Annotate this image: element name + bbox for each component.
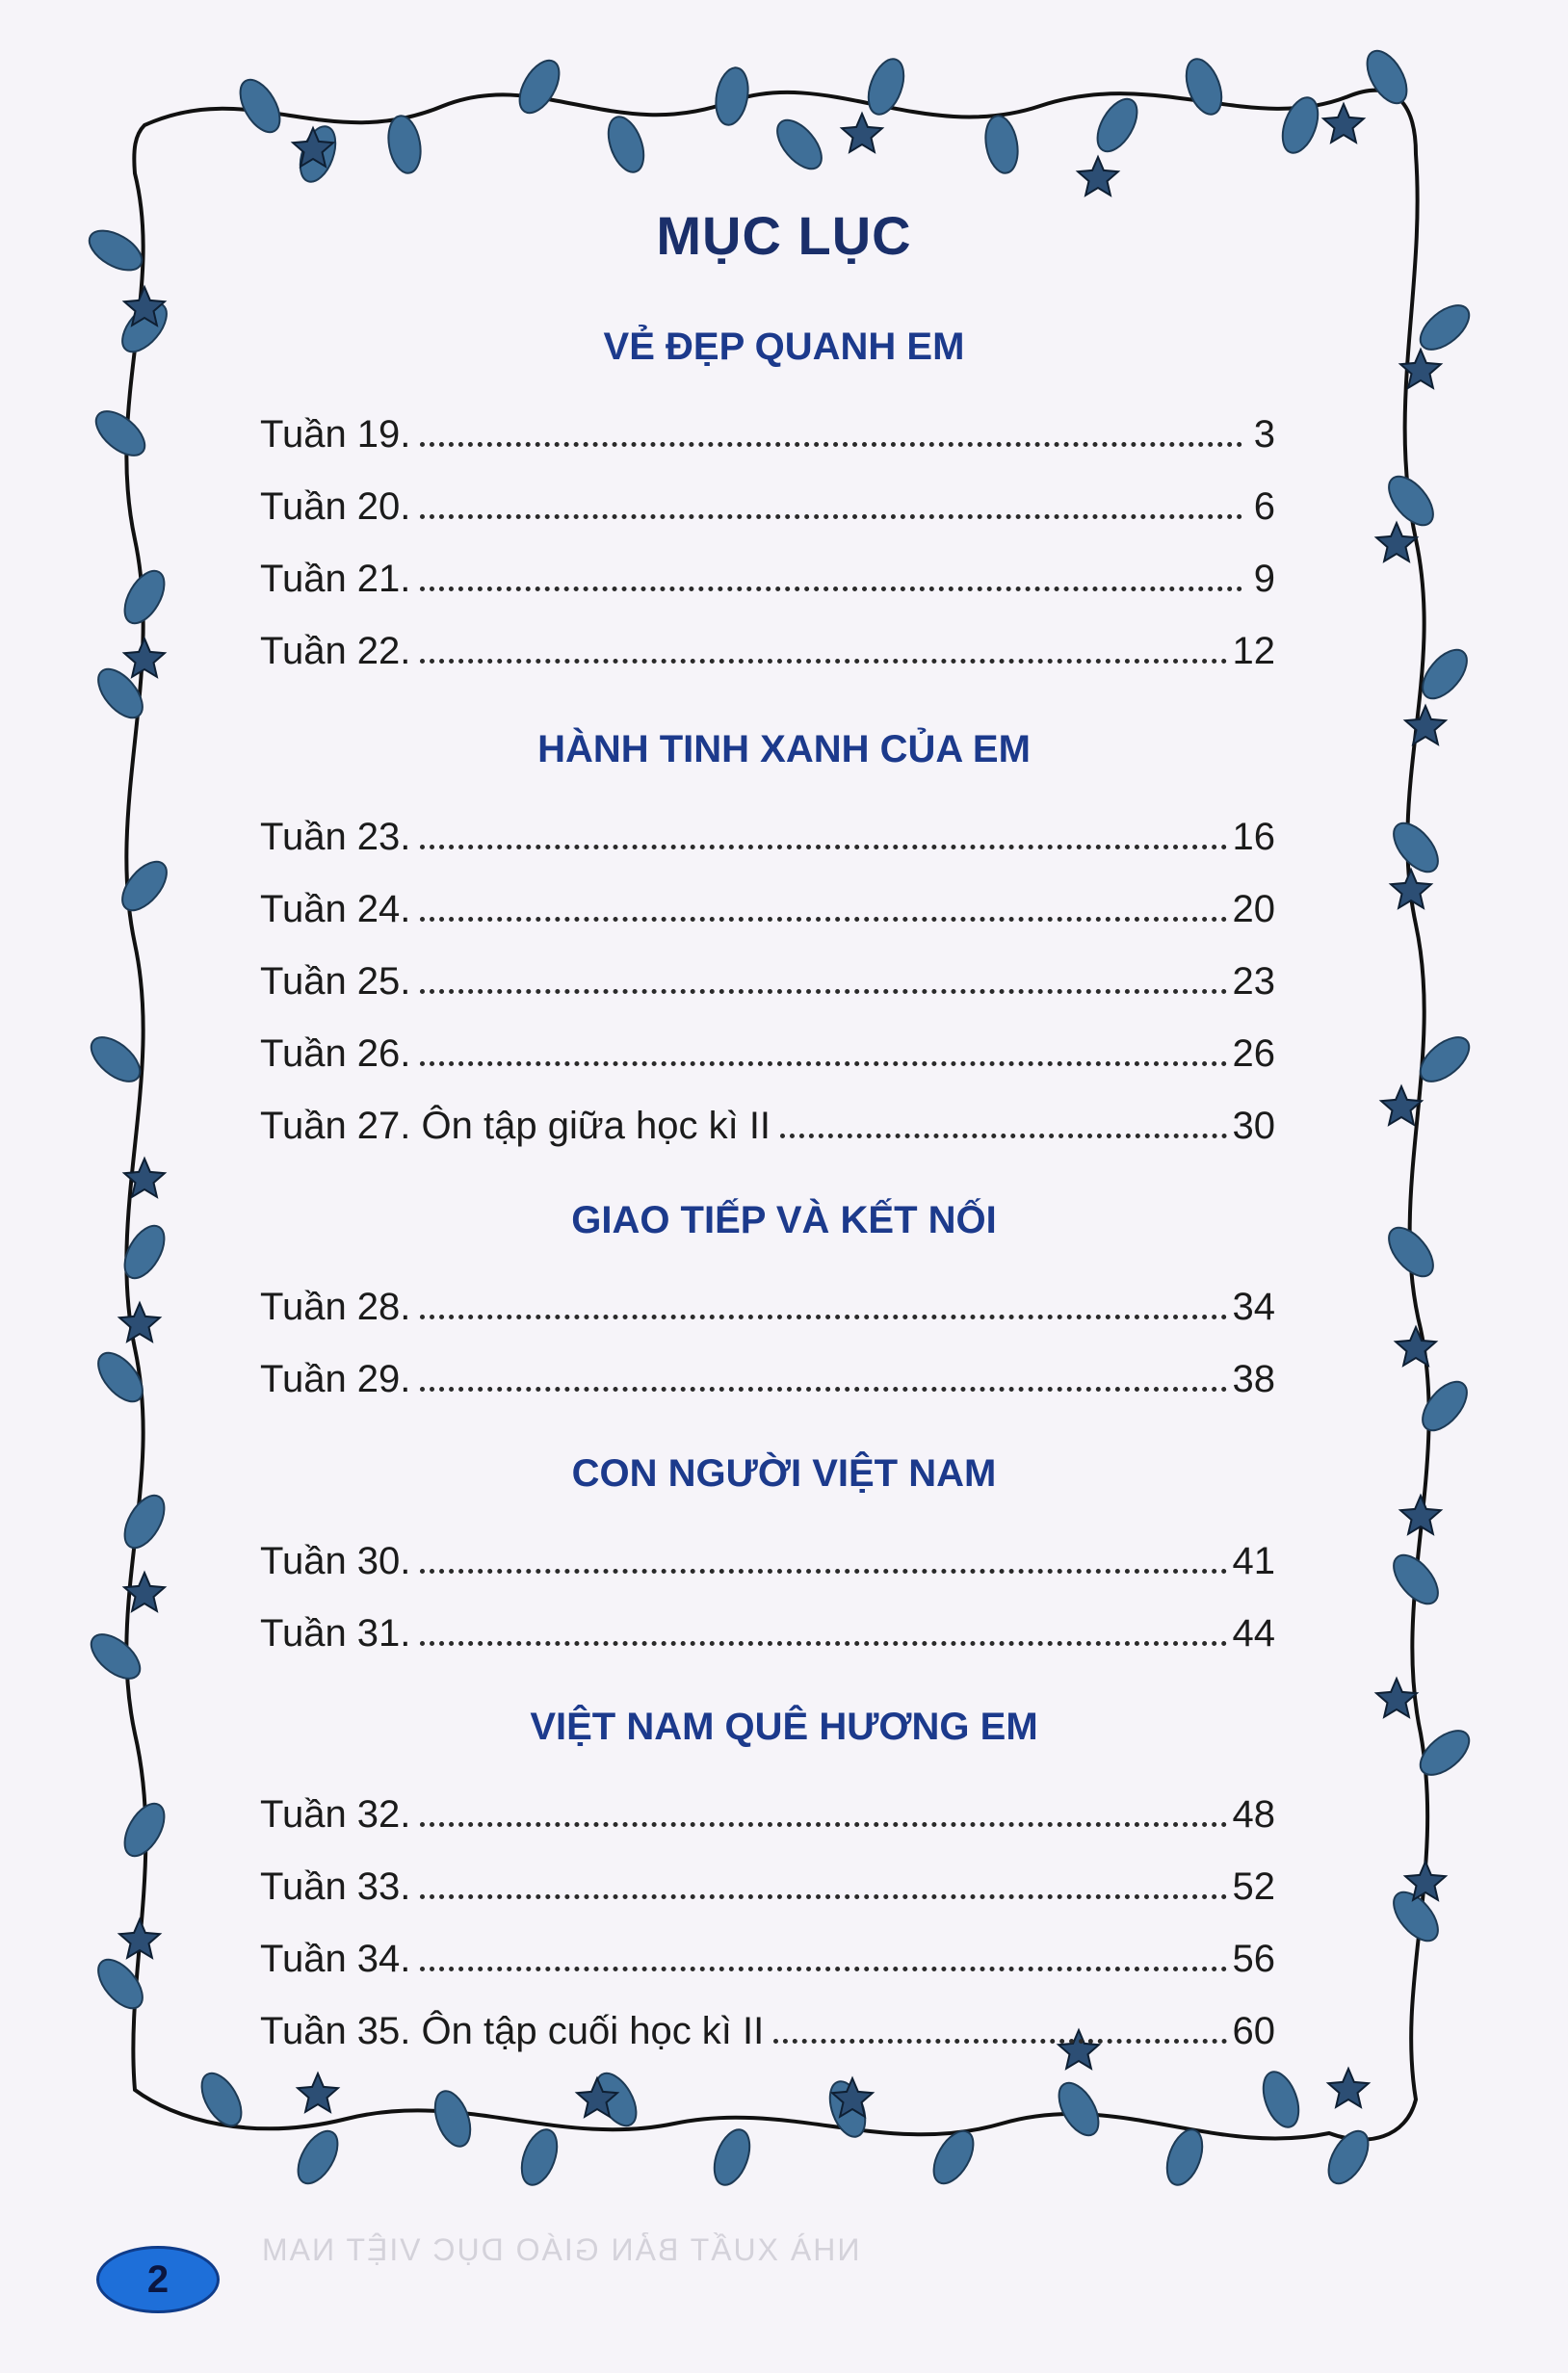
leaf-icon: [515, 2125, 564, 2189]
toc-entry[interactable]: [260, 551, 1275, 601]
toc-entry[interactable]: [260, 1098, 1275, 1148]
leaf-icon: [1257, 2067, 1306, 2131]
toc-entry-page: 3: [1253, 413, 1275, 456]
toc-entry-label: Tuần 25.: [260, 960, 411, 1003]
toc-entry[interactable]: [260, 1533, 1275, 1583]
publisher-watermark: NHÀ XUẤT BẢN GIÁO DỤC VIỆT NAM: [260, 2232, 860, 2267]
toc-entry-page: 60: [1232, 2010, 1275, 2052]
star-icon: [1323, 104, 1364, 143]
toc-entry-label: Tuần 22.: [260, 630, 411, 672]
section-heading: GIAO TIẾP VÀ KẾT NỐI: [571, 1199, 997, 1241]
leaf-icon: [117, 564, 172, 630]
dot-leader: [420, 1569, 1226, 1574]
page-title: MỤC LỤC: [656, 205, 912, 266]
dot-leader: [780, 1134, 1226, 1138]
toc-entry-label: Tuần 27. Ôn tập giữa học kì II: [260, 1105, 771, 1147]
leaf-icon: [1414, 1374, 1475, 1439]
dot-leader: [420, 1967, 1226, 1971]
toc-entry-page: 6: [1253, 485, 1275, 528]
toc-entry-page: 9: [1253, 558, 1275, 600]
leaf-icon: [117, 1489, 172, 1554]
section-heading: VẺ ĐẸP QUANH EM: [603, 326, 965, 368]
dot-leader: [420, 1641, 1226, 1646]
dot-leader: [420, 845, 1226, 849]
star-icon: [119, 1303, 160, 1342]
toc-entry-label: Tuần 28.: [260, 1286, 411, 1328]
toc-entry[interactable]: [260, 953, 1275, 1004]
toc-entry-page: 56: [1232, 1938, 1275, 1980]
section-heading: VIỆT NAM QUÊ HƯƠNG EM: [530, 1706, 1038, 1748]
toc-entry-label: Tuần 21.: [260, 558, 411, 600]
toc-entry-label: Tuần 34.: [260, 1938, 411, 1980]
leaf-icon: [511, 54, 567, 119]
toc-entry[interactable]: [260, 1026, 1275, 1076]
star-icon: [1396, 1327, 1436, 1366]
toc-entry-label: Tuần 29.: [260, 1358, 411, 1400]
leaf-icon: [384, 114, 425, 176]
leaf-icon: [769, 113, 829, 177]
toc-entry-label: Tuần 24.: [260, 888, 411, 930]
toc-entry-page: 44: [1232, 1612, 1275, 1655]
toc-entry-page: 12: [1232, 630, 1275, 672]
leaf-icon: [429, 2086, 478, 2151]
dot-leader: [420, 1894, 1226, 1899]
toc-entry-page: 48: [1232, 1793, 1275, 1836]
dot-leader: [420, 1822, 1226, 1827]
dot-leader: [420, 659, 1226, 664]
dot-leader: [420, 989, 1226, 994]
leaf-icon: [117, 1797, 172, 1863]
dot-leader: [420, 587, 1242, 591]
leaf-icon: [1385, 816, 1446, 880]
dot-leader: [420, 1315, 1226, 1319]
dot-leader: [420, 1061, 1226, 1066]
section-heading: HÀNH TINH XANH CỦA EM: [537, 728, 1031, 770]
toc-entry-page: 20: [1232, 888, 1275, 930]
leaf-icon: [114, 854, 174, 919]
toc-entry-page: 26: [1232, 1032, 1275, 1075]
leaf-icon: [290, 2125, 346, 2190]
dot-leader: [773, 2039, 1226, 2044]
toc-entry-page: 41: [1232, 1540, 1275, 1582]
page-number-badge: 2: [96, 2246, 220, 2313]
dot-leader: [420, 1387, 1226, 1392]
toc-entry[interactable]: [260, 623, 1275, 673]
toc-entry-page: 30: [1232, 1105, 1275, 1147]
toc-entry[interactable]: [260, 479, 1275, 529]
leaf-icon: [90, 1952, 150, 2017]
star-icon: [124, 639, 165, 677]
toc-entry[interactable]: [260, 1605, 1275, 1656]
leaf-icon: [708, 2125, 757, 2189]
toc-entry[interactable]: [260, 1351, 1275, 1401]
toc-entry-label: Tuần 30.: [260, 1540, 411, 1582]
dot-leader: [420, 514, 1242, 519]
leaf-icon: [89, 403, 153, 463]
toc-entry-page: 38: [1232, 1358, 1275, 1400]
toc-entry-label: Tuần 26.: [260, 1032, 411, 1075]
toc-entry-label: Tuần 35. Ôn tập cuối học kì II: [260, 2010, 765, 2052]
toc-entry[interactable]: [260, 881, 1275, 931]
toc-entry[interactable]: [260, 809, 1275, 859]
star-icon: [298, 2073, 338, 2112]
leaf-icon: [84, 1626, 148, 1686]
toc-entry-label: Tuần 32.: [260, 1793, 411, 1836]
toc-entry-label: Tuần 19.: [260, 413, 411, 456]
leaf-icon: [1359, 44, 1415, 110]
leaf-icon: [84, 1029, 148, 1089]
toc-entry-page: 52: [1232, 1865, 1275, 1908]
star-icon: [1376, 523, 1417, 561]
leaf-icon: [1089, 92, 1145, 158]
toc-entry-label: Tuần 31.: [260, 1612, 411, 1655]
leaf-icon: [981, 114, 1022, 176]
leaf-icon: [712, 65, 752, 128]
leaf-icon: [1051, 2076, 1107, 2142]
toc-entry[interactable]: [260, 1859, 1275, 1909]
leaf-icon: [602, 112, 651, 176]
toc-entry-label: Tuần 23.: [260, 816, 411, 858]
section-heading: CON NGƯỜI VIỆT NAM: [571, 1452, 997, 1495]
leaf-icon: [1161, 2125, 1210, 2189]
toc-entry[interactable]: [260, 1931, 1275, 1981]
toc-entry-label: Tuần 33.: [260, 1865, 411, 1908]
toc-entry[interactable]: [260, 1279, 1275, 1329]
toc-entry-page: 16: [1232, 816, 1275, 858]
toc-entry[interactable]: [260, 2003, 1275, 2053]
toc-entry-label: Tuần 20.: [260, 485, 411, 528]
dot-leader: [420, 442, 1242, 447]
toc-entry-page: 34: [1232, 1286, 1275, 1328]
leaf-icon: [232, 73, 288, 139]
leaf-icon: [1180, 54, 1229, 118]
dot-leader: [420, 917, 1226, 922]
star-icon: [842, 114, 882, 152]
toc-entry[interactable]: [260, 1786, 1275, 1837]
toc-entry-page: 23: [1232, 960, 1275, 1003]
star-icon: [1328, 2069, 1369, 2107]
star-icon: [1078, 157, 1118, 196]
leaf-icon: [1276, 92, 1325, 157]
toc-entry[interactable]: [260, 406, 1275, 456]
